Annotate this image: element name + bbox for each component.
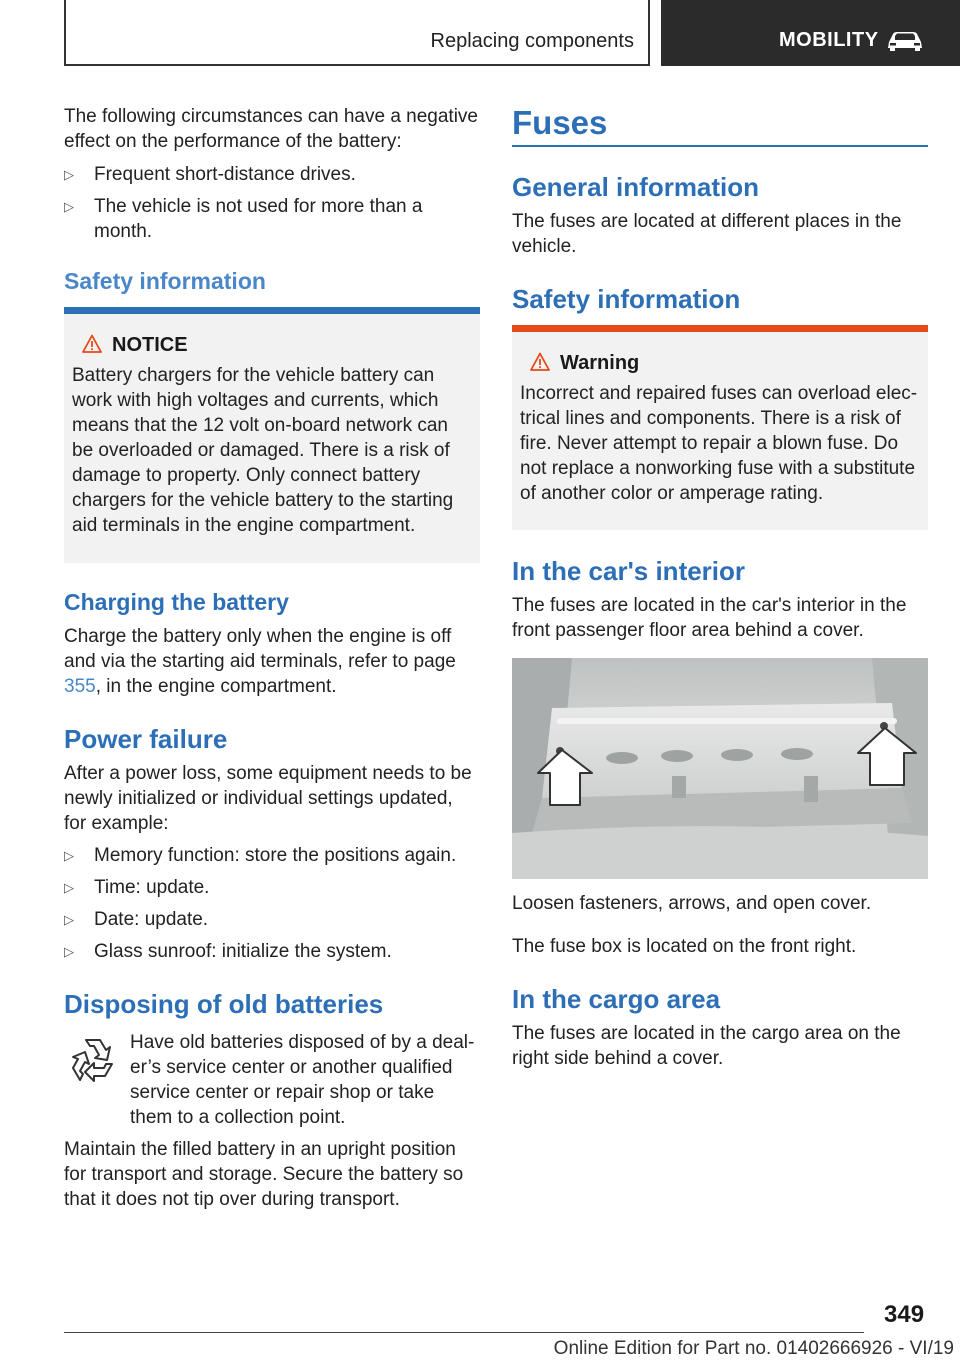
warning-triangle-icon [82,334,102,354]
interior-fuse-cover-photo [512,658,928,879]
warning-text: Incorrect and repaired fuses can overload elec-trical lines and components. There is a risk of fire. Never attempt to repair a blown fuse. Do not replace a nonworking fuse with a substitute of another color or amperage rating. [520,383,918,504]
photo-caption: Loosen fasteners, arrows, and open cover. [512,893,872,914]
cargo-area-text: The fuses are located in the cargo area on the right side behind a cover. [512,1023,901,1069]
notice-text: Battery chargers for the vehicle battery can work with high voltages and currents, which means that the 12 volt on-board network can be overloaded or damaged. There is a risk of damage to property. Only connect battery chargers for the vehicle battery to the starting aid terminals in the engine compartment. [72,365,454,536]
power-failure-text: After a power loss, some equipment needs to be newly initialized or individual settings updated, for example: [64,763,472,834]
general-information-heading: General information [512,172,760,202]
page-reference-link[interactable]: 355 [64,676,96,697]
triangle-bullet-icon: ▷ [64,848,74,863]
warning-triangle-icon [530,352,550,372]
notice-box [64,307,480,563]
list-item: ▷ Memory function: store the positions again. [64,845,457,866]
header-section-box [64,0,650,66]
safety-information-heading: Safety information [64,268,266,294]
header-section-title: Replacing components [430,30,634,52]
maintain-text: Maintain the filled battery in an upright position for transport and storage. Secure the battery so that it does not tip over during transport. [64,1139,464,1210]
page-number: 349 [884,1301,925,1328]
list-item: ▷ Frequent short-distance drives. [64,164,356,185]
interior-heading: In the car's interior [512,556,746,586]
triangle-bullet-icon: ▷ [64,880,74,895]
list-item: ▷ The vehicle is not used for more than a month. [64,196,423,242]
disposing-heading: Disposing of old batteries [64,989,384,1019]
fuse-box-location-text: The fuse box is located on the front right. [512,936,857,957]
charging-heading: Charging the battery [64,589,289,615]
battery-circumstance-list [64,162,480,244]
cargo-area-heading: In the cargo area [512,984,721,1014]
triangle-bullet-icon: ▷ [64,912,74,927]
fuses-heading-rule [512,145,928,147]
header-chapter-label: MOBILITY [779,29,879,51]
warning-box [512,325,928,530]
list-item: ▷ Time: update. [64,877,210,898]
footer-edition: Online Edition for Part no. 01402666926 - VI/19 [553,1338,954,1359]
general-information-text: The fuses are located at different places in the vehicle. [512,211,902,257]
header-chapter-tab[interactable] [661,0,960,66]
list-item: ▷ Glass sunroof: initialize the system. [64,941,392,962]
triangle-bullet-icon: ▷ [64,944,74,959]
interior-text: The fuses are located in the car's interior in the front passenger floor area behind a cover. [512,595,907,641]
fuses-heading: Fuses [512,104,608,141]
charging-text: Charge the battery only when the engine is off and via the starting aid terminals, refer to page 355, in the engine compartment. [64,626,456,697]
power-failure-list [64,843,480,964]
battery-intro: The following circumstances can have a negative effect on the performance of the battery: [64,106,479,152]
notice-title: NOTICE [72,334,472,357]
triangle-bullet-icon: ▷ [64,199,74,214]
power-failure-heading: Power failure [64,724,228,754]
warning-title: Warning [520,352,920,375]
triangle-bullet-icon: ▷ [64,167,74,182]
list-item: ▷ Date: update. [64,909,209,930]
disposing-text: Have old batteries disposed of by a deal-er’s service center or another qualified service center or repair shop or take them to a collection point. [130,1032,475,1128]
car-icon [885,28,925,52]
safety-information-heading-fuses: Safety information [512,284,741,314]
footer-rule [64,1332,864,1333]
